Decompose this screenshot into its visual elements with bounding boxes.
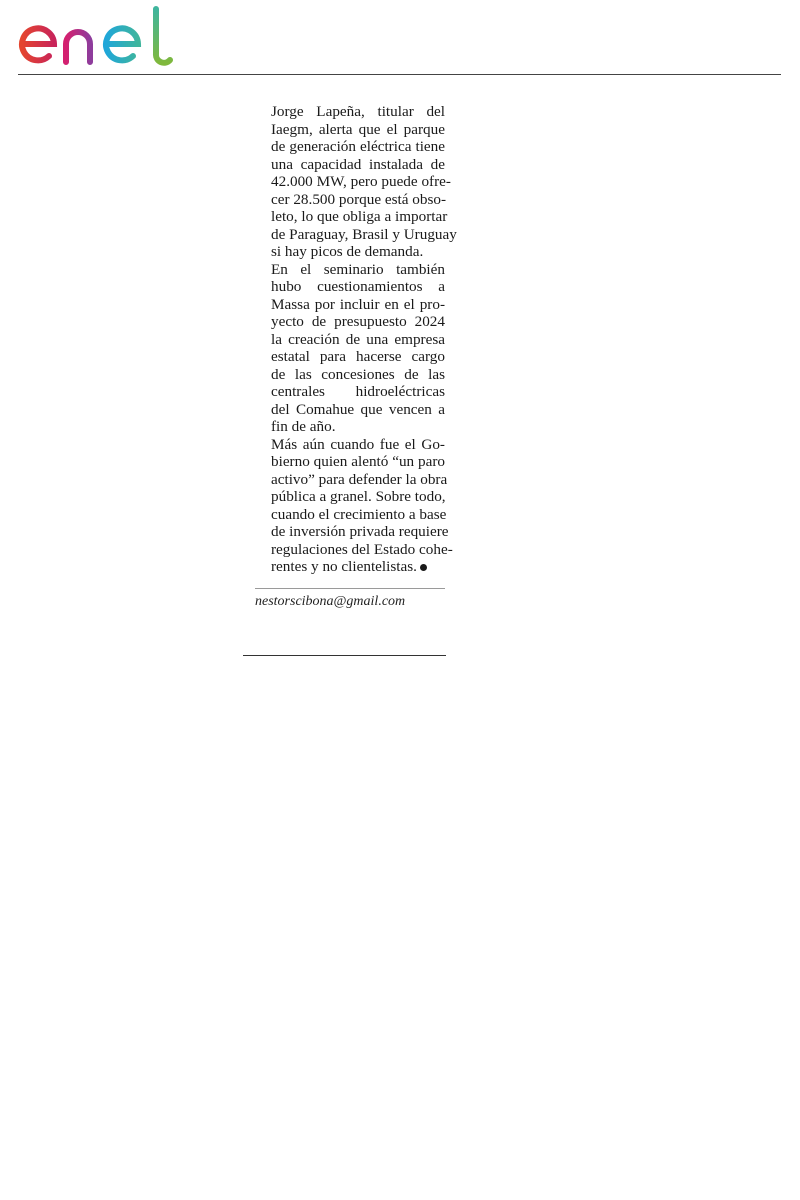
text-line: yecto de presupuesto 2024 bbox=[271, 313, 445, 330]
article-column bbox=[255, 103, 457, 576]
text-line: fin de año. bbox=[271, 418, 336, 435]
text-line: cer 28.500 porque está obso- bbox=[271, 190, 447, 208]
text-line: leto, lo que obliga a importar bbox=[271, 208, 448, 225]
text-line: cuando el crecimiento a base bbox=[271, 505, 447, 523]
text-line-content: rentes y no clientelistas. bbox=[271, 558, 417, 575]
text-line: Jorge Lapeña, titular del bbox=[271, 103, 445, 120]
text-line: de Paraguay, Brasil y Uruguay bbox=[271, 225, 457, 243]
text-line: de generación eléctrica tiene bbox=[271, 138, 445, 155]
text-line: En el seminario también bbox=[271, 260, 445, 278]
text-line: centrales hidroeléctricas bbox=[271, 383, 445, 400]
text-line: del Comahue que vencen a bbox=[271, 400, 445, 418]
enel-logo bbox=[18, 6, 180, 66]
text-line: regulaciones del Estado cohe- bbox=[271, 540, 453, 558]
text-line: si hay picos de demanda. bbox=[271, 243, 424, 260]
text-line: activo” para defender la obra bbox=[271, 470, 448, 488]
text-line: Más aún cuando fue el Go- bbox=[271, 435, 445, 453]
text-line: Iaegm, alerta que el parque bbox=[271, 120, 445, 138]
text-line: de inversión privada requiere bbox=[271, 523, 449, 540]
text-line: hubo cuestionamientos a bbox=[271, 278, 445, 295]
email-divider bbox=[255, 588, 445, 589]
end-of-article-dot-icon bbox=[420, 564, 427, 571]
column-bottom-divider bbox=[243, 655, 446, 656]
text-line: pública a granel. Sobre todo, bbox=[271, 488, 446, 505]
text-line: 42.000 MW, pero puede ofre- bbox=[271, 173, 451, 190]
text-line-final bbox=[255, 558, 445, 576]
article-paragraph bbox=[255, 435, 453, 576]
text-line: la creación de una empresa bbox=[271, 330, 445, 348]
author-email: nestorscibona@gmail.com bbox=[255, 594, 406, 609]
header-divider bbox=[18, 74, 781, 75]
text-line: de las concesiones de las bbox=[271, 365, 445, 383]
text-line: Massa por incluir en el pro- bbox=[271, 295, 445, 313]
article-paragraph bbox=[255, 103, 457, 261]
text-line: bierno quien alentó “un paro bbox=[271, 453, 445, 470]
text-line: una capacidad instalada de bbox=[271, 155, 445, 173]
text-line: estatal para hacerse cargo bbox=[271, 348, 445, 365]
article-paragraph bbox=[255, 261, 445, 436]
